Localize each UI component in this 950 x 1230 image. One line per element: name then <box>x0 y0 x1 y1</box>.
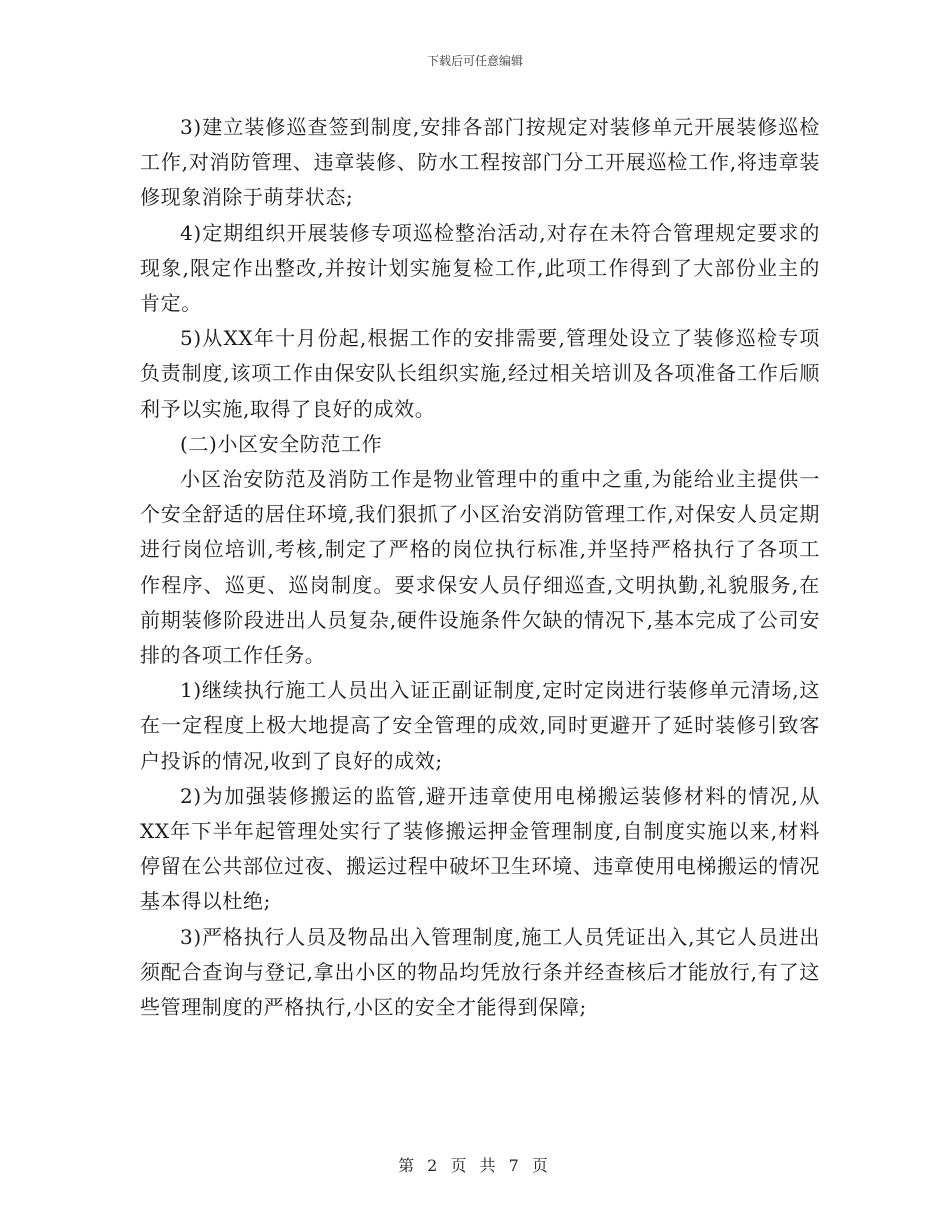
paragraph-item-3-inspection-signin: 3)建立装修巡查签到制度,安排各部门按规定对装修单元开展装修巡检工作,对消防管理、违章装修、防水工程按部门分工开展巡检工作,将违章装修现象消除于萌芽状态; <box>140 115 820 210</box>
page-number: 第 2 页 共 7 页 <box>398 1156 552 1175</box>
page-header: 下载后可任意编辑 <box>426 54 523 68</box>
paragraph-item-4-special-inspection: 4)定期组织开展装修专项巡检整治活动,对存在未符合管理规定要求的现象,限定作出整改,并按计划实施复检工作,此项工作得到了大部份业主的肯定。 <box>140 220 820 316</box>
paragraph-item-3-access-control: 3)严格执行人员及物品出入管理制度,施工人员凭证出入,其它人员进出须配合查询与登记,拿出小区的物品均凭放行条并经查核后才能放行,有了这些管理制度的严格执行,小区的安全才能得到保障; <box>140 924 820 1020</box>
paragraph-item-1-pass-system: 1)继续执行施工人员出入证正副证制度,定时定岗进行装修单元清场,这在一定程度上极大地提高了安全管理的成效,同时更避开了延时装修引致客户投诉的情况,收到了良好的成效; <box>140 678 820 773</box>
paragraph-security-overview: 小区治安防范及消防工作是物业管理中的重中之重,为能给业主提供一个安全舒适的居住环境,我们狠抓了小区治安消防管理工作,对保安人员定期进行岗位培训,考核,制定了严格的岗位执行标准,并坚持严格执行了各项工作程序、巡更、巡岗制度。要求保安人员仔细巡查,文明执勤,礼貌服务,在前期装修阶段进出人员复杂,硬件设施条件欠缺的情况下,基本完成了公司安排的各项工作任务。 <box>140 467 820 668</box>
paragraph-item-5-responsibility-system: 5)从XX年十月份起,根据工作的安排需要,管理处设立了装修巡检专项负责制度,该项工作由保安队长组织实施,经过相关培训及各项准备工作后顺利予以实施,取得了良好的成效。 <box>140 326 820 421</box>
section-heading-security: (二)小区安全防范工作 <box>180 431 383 456</box>
document-body <box>140 110 820 1025</box>
paragraph-item-2-deposit-system: 2)为加强装修搬运的监管,避开违章使用电梯搬运装修材料的情况,从XX年下半年起管理处实行了装修搬运押金管理制度,自制度实施以来,材料停留在公共部位过夜、搬运过程中破坏卫生环境、违章使用电梯搬运的情况基本得以杜绝; <box>140 783 820 914</box>
